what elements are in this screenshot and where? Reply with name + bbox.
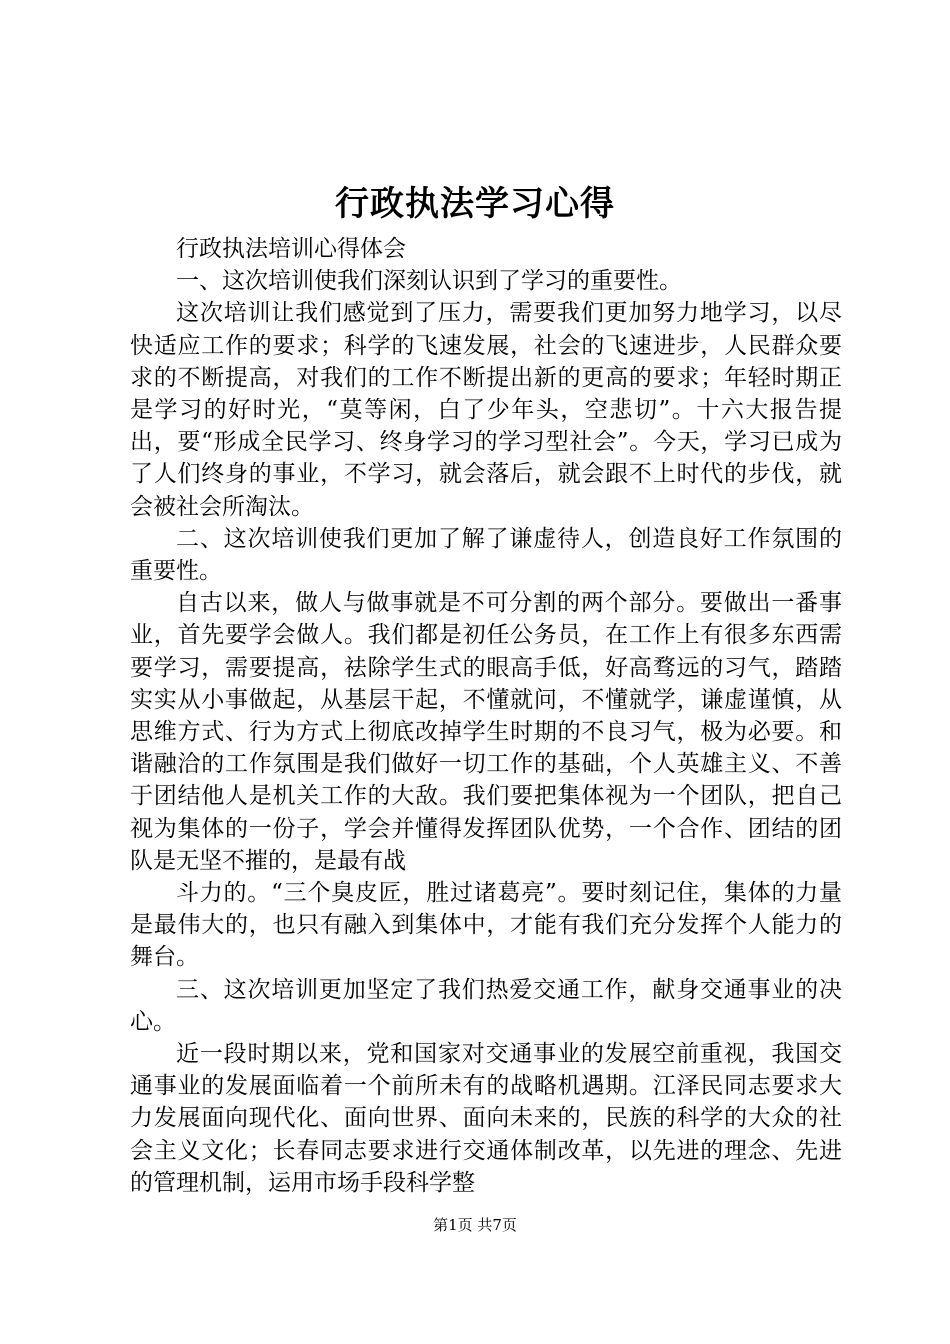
paragraph-2: 自古以来，做人与做事就是不可分割的两个部分。要做出一番事业，首先要学会做人。我们都是初任公务员，在工作上有很多东西需要学习，需要提高，祛除学生式的眼高手低，好高骛远的习气，踏踏实实从小事做起，从基层干起，不懂就问，不懂就学，谦虚谨慎，从思维方式、行为方式上彻底改掉学生时期的不良习气，极为必要。和谐融洽的工作氛围是我们做好一切工作的基础，个人英雄主义、不善于团结他人是机关工作的大敌。我们要把集体视为一个团队，把自己视为集体的一份子，学会并懂得发挥团队优势，一个合作、团结的团队是无坚不摧的，是最有战: [130, 590, 842, 874]
paragraph-heading-1: 一、这次培训使我们深刻认识到了学习的重要性。: [176, 268, 682, 295]
document-body: [130, 233, 842, 1199]
paragraph-3: 斗力的。“三个臭皮匠，胜过诸葛亮”。要时刻记住，集体的力量是最伟大的，也只有融入到集体中，才能有我们充分发挥个人能力的舞台。: [130, 880, 842, 971]
paragraph-1: 这次培训让我们感觉到了压力，需要我们更加努力地学习，以尽快适应工作的要求；科学的飞速发展，社会的飞速进步，人民群众要求的不断提高，对我们的工作不断提出新的更高的要求；年轻时期正是学习的好时光，“莫等闲，白了少年头，空悲切”。十六大报告提出，要“形成全民学习、终身学习的学习型社会”。今天，学习已成为了人们终身的事业，不学习，就会落后，就会跟不上时代的步伐，就会被社会所淘汰。: [130, 300, 842, 520]
paragraph-heading-3: 三、这次培训更加坚定了我们热爱交通工作，献身交通事业的决心。: [130, 976, 842, 1035]
paragraph-heading-2: 二、这次培训使我们更加了解了谦虚待人，创造良好工作氛围的重要性。: [130, 525, 842, 585]
document-title: 行政执法学习心得: [335, 184, 615, 224]
page-footer: 第1页 共7页: [433, 1216, 517, 1234]
paragraph-4: 近一段时期以来，党和国家对交通事业的发展空前重视，我国交通事业的发展面临着一个前所未有的战略机遇期。江泽民同志要求大力发展面向现代化、面向世界、面向未来的，民族的科学的大众的社会主义文化；长春同志要求进行交通体制改革，以先进的理念、先进的管理机制，运用市场手段科学整: [130, 1041, 842, 1196]
paragraph-subtitle: 行政执法培训心得体会: [176, 236, 406, 262]
